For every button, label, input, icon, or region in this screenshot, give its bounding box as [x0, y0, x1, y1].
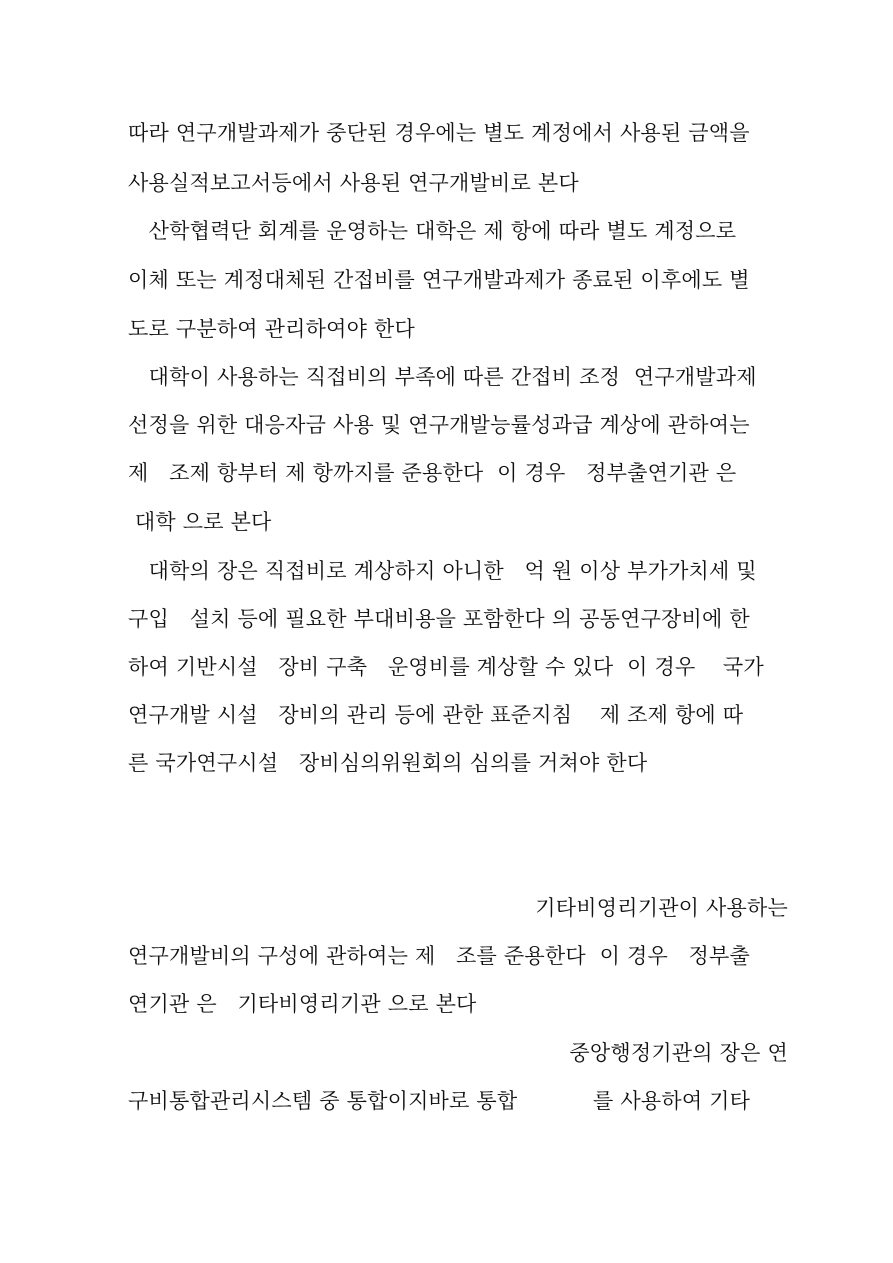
text-line: 연기관 은 기타비영리기관 으로 본다	[128, 992, 477, 1016]
text-line: 사용실적보고서등에서 사용된 연구개발비로 본다	[128, 171, 579, 195]
text-line: 대학이 사용하는 직접비의 부족에 따른 간접비 조정 연구개발과제	[128, 365, 757, 389]
text-line: 연구개발비의 구성에 관하여는 제 조를 준용한다 이 경우 정부출	[128, 944, 751, 968]
text-line: 중앙행정기관의 장은 연	[569, 1041, 788, 1065]
text-line: 산학협력단 회계를 운영하는 대학은 제 항에 따라 별도 계정으로	[128, 219, 737, 243]
text-line: 기타비영리기관이 사용하는	[535, 896, 788, 920]
text-line: 구입 설치 등에 필요한 부대비용을 포함한다 의 공동연구장비에 한	[128, 607, 750, 631]
text-line: 도로 구분하여 관리하여야 한다	[128, 317, 415, 341]
text-line: 선정을 위한 대응자금 사용 및 연구개발능률성과급 계상에 관하여는	[128, 413, 750, 437]
text-line: 대학 으로 본다	[128, 510, 272, 534]
text-line: 구비통합관리시스템 중 통합이지바로 통합 를 사용하여 기타	[128, 1089, 751, 1113]
text-line: 따라 연구개발과제가 중단된 경우에는 별도 계정에서 사용된 금액을	[128, 121, 750, 145]
text-line: 대학의 장은 직접비로 계상하지 아니한 억 원 이상 부가가치세 및	[128, 559, 757, 583]
text-line: 제 조제 항부터 제 항까지를 준용한다 이 경우 정부출연기관 은	[128, 461, 737, 485]
text-line: 연구개발 시설 장비의 관리 등에 관한 표준지침 제 조제 항에 따	[128, 703, 744, 727]
text-line: 이체 또는 계정대체된 간접비를 연구개발과제가 종료된 이후에도 별	[128, 268, 750, 292]
text-line: 른 국가연구시설 장비심의위원회의 심의를 거쳐야 한다	[128, 751, 648, 775]
text-line: 하여 기반시설 장비 구축 운영비를 계상할 수 있다 이 경우 국가	[128, 655, 764, 679]
